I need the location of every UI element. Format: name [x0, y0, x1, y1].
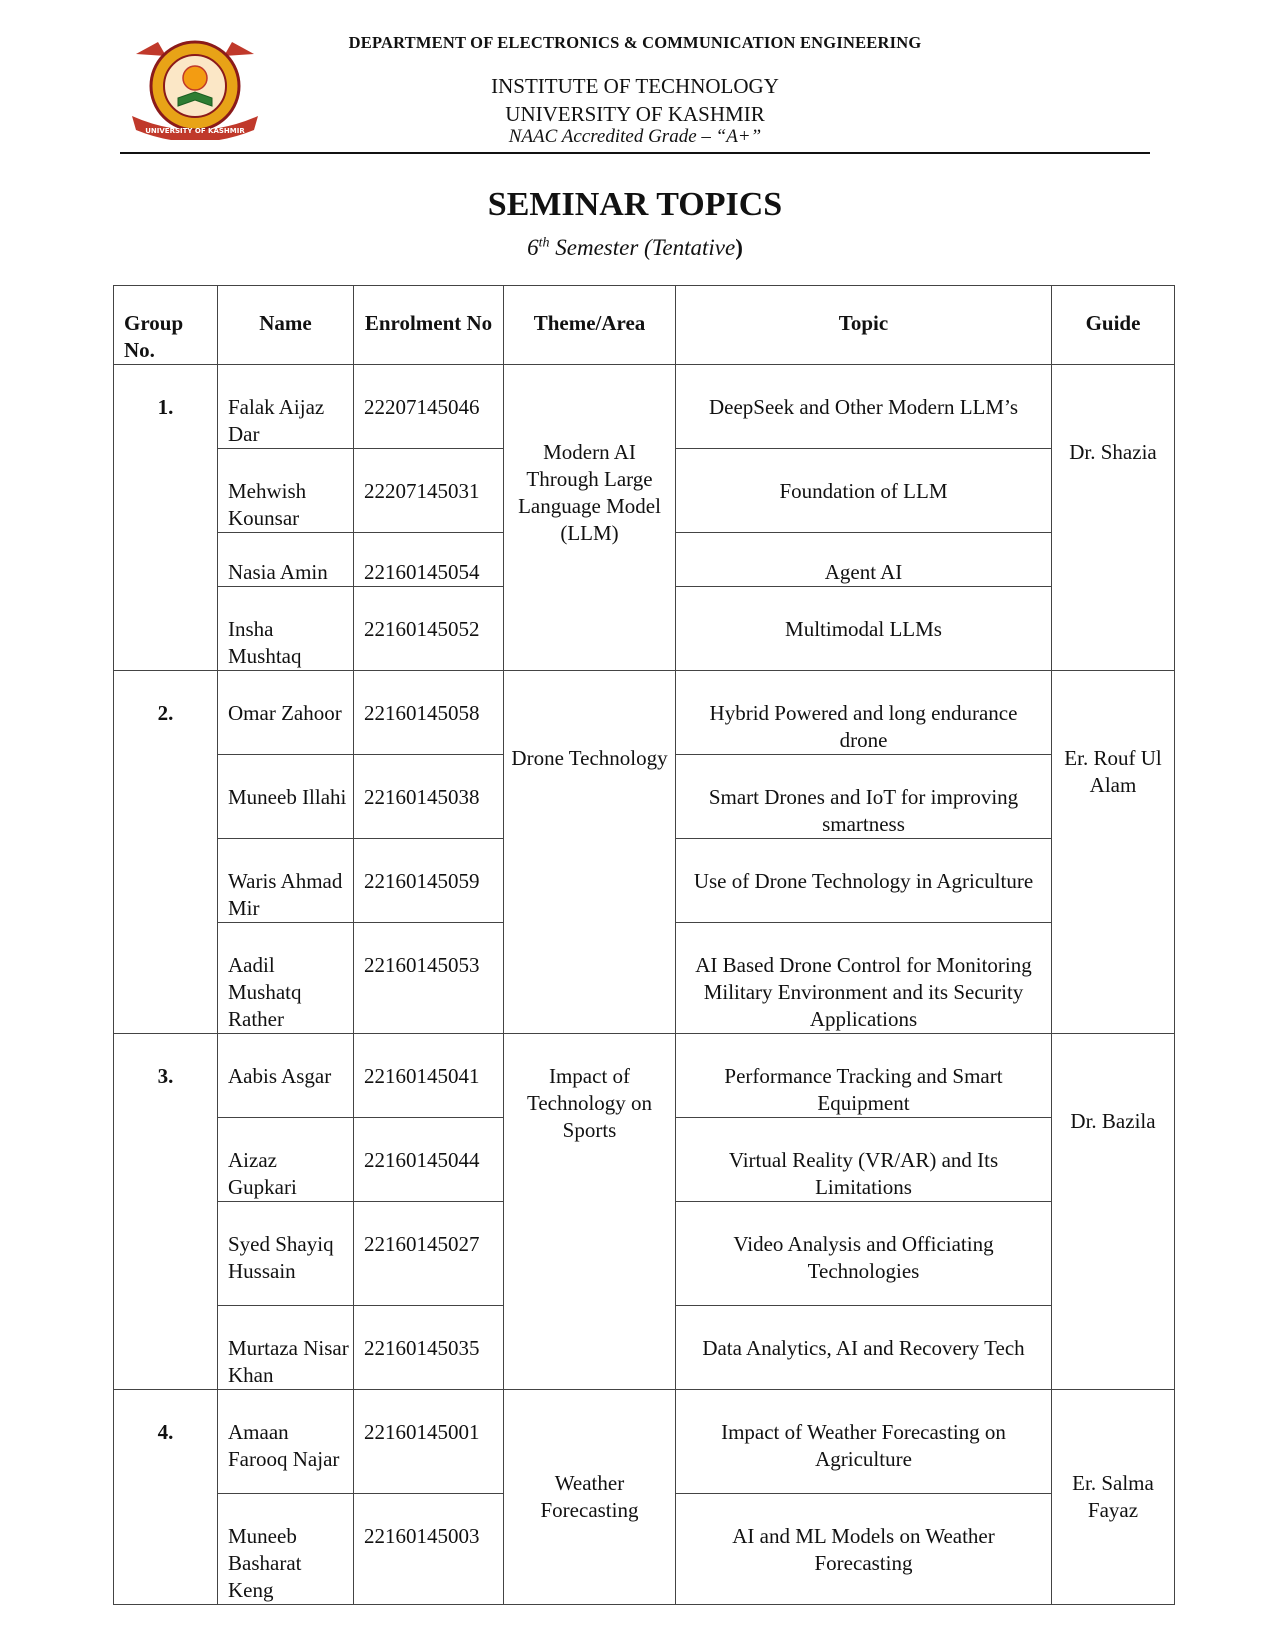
column-header-enrolment: Enrolment No: [354, 286, 504, 365]
semester-number: 6: [527, 235, 539, 260]
table-row: [114, 365, 1175, 449]
seminar-topic: Hybrid Powered and long endurance drone: [676, 671, 1052, 755]
guide-name: Dr. Bazila: [1052, 1034, 1175, 1390]
column-header-guide: Guide: [1052, 286, 1175, 365]
group-number: 4.: [114, 1390, 218, 1605]
seminar-topic: Agent AI: [676, 533, 1052, 587]
group-number: 2.: [114, 671, 218, 1034]
accreditation: NAAC Accredited Grade – “A+”: [508, 126, 762, 147]
enrolment-number: 22160145003: [354, 1494, 504, 1605]
table-row: [114, 671, 1175, 755]
enrolment-number: 22160145038: [354, 755, 504, 839]
enrolment-number: 22160145035: [354, 1306, 504, 1390]
student-name: Aadil Mushatq Rather: [218, 923, 354, 1034]
group-number: 1.: [114, 365, 218, 671]
student-name: Muneeb Illahi: [218, 755, 354, 839]
institute-name: INSTITUTE OF TECHNOLOGY: [491, 74, 779, 98]
enrolment-number: 22160145052: [354, 587, 504, 671]
student-name: Murtaza Nisar Khan: [218, 1306, 354, 1390]
theme-area: Modern AI Through Large Language Model (LLM): [504, 365, 676, 671]
department-name: DEPARTMENT OF ELECTRONICS & COMMUNICATION ENGINEERING: [348, 33, 922, 52]
student-name: Waris Ahmad Mir: [218, 839, 354, 923]
guide-name: Er. Rouf Ul Alam: [1052, 671, 1175, 1034]
university-name: UNIVERSITY OF KASHMIR: [505, 102, 765, 126]
enrolment-number: 22160145058: [354, 671, 504, 755]
student-name: Mehwish Kounsar: [218, 449, 354, 533]
seminar-topic: AI Based Drone Control for Monitoring Military Environment and its Security Applications: [676, 923, 1052, 1034]
seminar-topic: Use of Drone Technology in Agriculture: [676, 839, 1052, 923]
seminar-topic: Smart Drones and IoT for improving smartness: [676, 755, 1052, 839]
student-name: Amaan Farooq Najar: [218, 1390, 354, 1494]
guide-name: Er. Salma Fayaz: [1052, 1390, 1175, 1605]
student-name: Falak Aijaz Dar: [218, 365, 354, 449]
university-logo: [128, 32, 262, 140]
student-name: Muneeb Basharat Keng: [218, 1494, 354, 1605]
table-row: [114, 1034, 1175, 1118]
column-header-group: Group No.: [114, 286, 218, 365]
seminar-table: [113, 285, 1175, 1605]
enrolment-number: 22160145041: [354, 1034, 504, 1118]
enrolment-number: 22160145027: [354, 1202, 504, 1306]
semester-close: ): [735, 235, 743, 260]
seminar-topic: Data Analytics, AI and Recovery Tech: [676, 1306, 1052, 1390]
student-name: Omar Zahoor: [218, 671, 354, 755]
guide-name: Dr. Shazia: [1052, 365, 1175, 671]
student-name: Aizaz Gupkari: [218, 1118, 354, 1202]
seminar-topic: Foundation of LLM: [676, 449, 1052, 533]
enrolment-number: 22160145054: [354, 533, 504, 587]
seminar-topic: Video Analysis and Officiating Technologies: [676, 1202, 1052, 1306]
theme-area: Weather Forecasting: [504, 1390, 676, 1605]
table-header-row: [114, 286, 1175, 365]
theme-area: Drone Technology: [504, 671, 676, 1034]
student-name: Nasia Amin: [218, 533, 354, 587]
seminar-topic: Performance Tracking and Smart Equipment: [676, 1034, 1052, 1118]
enrolment-number: 22160145044: [354, 1118, 504, 1202]
student-name: Syed Shayiq Hussain: [218, 1202, 354, 1306]
seminar-topic: AI and ML Models on Weather Forecasting: [676, 1494, 1052, 1605]
column-header-theme: Theme/Area: [504, 286, 676, 365]
enrolment-number: 22160145053: [354, 923, 504, 1034]
enrolment-number: 22160145001: [354, 1390, 504, 1494]
student-name: Insha Mushtaq: [218, 587, 354, 671]
seminar-topic: Virtual Reality (VR/AR) and Its Limitations: [676, 1118, 1052, 1202]
institute-block: [300, 72, 970, 128]
column-header-topic: Topic: [676, 286, 1052, 365]
enrolment-number: 22160145059: [354, 839, 504, 923]
column-header-name: Name: [218, 286, 354, 365]
theme-area: Impact of Technology on Sports: [504, 1034, 676, 1390]
group-number: 3.: [114, 1034, 218, 1390]
header-divider: [120, 152, 1150, 154]
seminar-topic: Multimodal LLMs: [676, 587, 1052, 671]
enrolment-number: 22207145031: [354, 449, 504, 533]
student-name: Aabis Asgar: [218, 1034, 354, 1118]
seminar-topic: DeepSeek and Other Modern LLM’s: [676, 365, 1052, 449]
logo-text: UNIVERSITY OF KASHMIR: [145, 127, 245, 135]
seminar-topic: Impact of Weather Forecasting on Agriculture: [676, 1390, 1052, 1494]
page-title: SEMINAR TOPICS: [487, 186, 783, 223]
semester-text: Semester (Tentative: [549, 235, 736, 260]
page-subtitle: [300, 235, 970, 261]
enrolment-number: 22207145046: [354, 365, 504, 449]
semester-suffix: th: [538, 235, 550, 251]
table-row: [114, 1390, 1175, 1494]
